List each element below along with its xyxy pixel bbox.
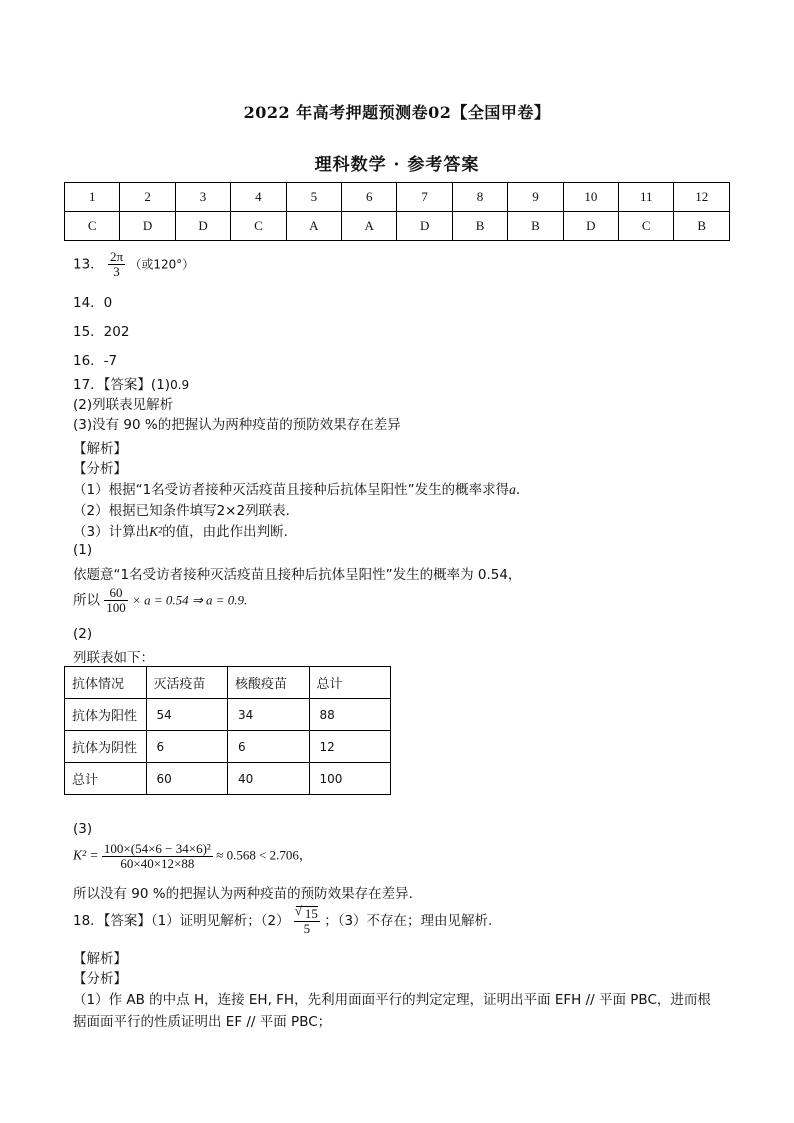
- q13-fraction: [108, 250, 125, 279]
- p1-frac-num: 60: [104, 586, 128, 601]
- table-header-cell: 抗体情况: [65, 667, 147, 699]
- answer-key-table: [64, 182, 730, 241]
- k2-fraction: [102, 842, 213, 871]
- q17-answer-2: (2)列联表见解析: [73, 397, 174, 413]
- q18-fenxi-heading: 【分析】: [73, 971, 127, 987]
- question-number-cell: 6: [342, 183, 397, 212]
- question-number-cell: 2: [120, 183, 175, 212]
- q18-frac-den: 5: [303, 921, 311, 936]
- table-row: [65, 731, 391, 763]
- q13-answer: [73, 250, 194, 279]
- k2-lhs: K² =: [73, 847, 99, 863]
- q17-fenxi-heading: 【分析】: [73, 461, 127, 477]
- question-number-cell: 4: [231, 183, 286, 212]
- answer-cell: B: [674, 212, 730, 241]
- q16-answer: 16．-7: [73, 353, 118, 369]
- q17-part-1-label: (1): [73, 542, 93, 558]
- q17-jiexi-heading: 【解析】: [73, 441, 127, 457]
- sqrt-symbol: √ 15: [296, 906, 318, 921]
- table-cell: 40: [228, 763, 310, 795]
- q18-analysis-1-line2: 据面面平行的性质证明出 EF // 平面 PBC；: [73, 1014, 332, 1030]
- table-cell: 总计: [65, 763, 147, 795]
- answer-cell: C: [231, 212, 286, 241]
- table-cell: 6: [146, 731, 228, 763]
- q18-fraction: [294, 906, 320, 936]
- analysis-text: （1）根据“1名受访者接种灭活疫苗且接种后抗体呈阳性”发生的概率求得: [73, 482, 510, 498]
- answer-cell: A: [286, 212, 341, 241]
- table-header-cell: 核酸疫苗: [228, 667, 310, 699]
- q13-frac-den: 3: [113, 264, 120, 279]
- answer-cell: D: [120, 212, 175, 241]
- analysis-text: （3）计算出: [73, 524, 150, 540]
- table-cell: 抗体为阳性: [65, 699, 147, 731]
- question-number-cell: 8: [452, 183, 507, 212]
- q17-head-prefix: 17．【答案】(1): [73, 377, 171, 393]
- q17-part-3-label: (3): [73, 821, 93, 837]
- answer-cell: D: [563, 212, 618, 241]
- answer-cell: C: [619, 212, 674, 241]
- variable-a: a: [509, 482, 516, 497]
- q17-part-1-calc: [73, 586, 247, 615]
- k2-numerator: 100×(54×6 − 34×6)²: [103, 841, 211, 856]
- question-number-cell: 7: [397, 183, 452, 212]
- q17-answer-3: (3)没有 90 %的把握认为两种疫苗的预防效果存在差异: [73, 417, 401, 433]
- contingency-table: [64, 666, 391, 795]
- q18-analysis-1-line1: （1）作 AB 的中点 H，连接 EH, FH，先利用面面平行的判定定理，证明出平面 EFH // 平面 PBC，进而根: [73, 992, 711, 1008]
- analysis-text: .: [515, 482, 521, 498]
- q17-analysis-2: （2）根据已知条件填写2×2列联表.: [73, 503, 290, 519]
- q13-suffix: （或120°）: [129, 257, 195, 272]
- question-number-cell: 5: [286, 183, 341, 212]
- question-number-cell: 3: [175, 183, 230, 212]
- answer-cell: B: [452, 212, 507, 241]
- p1-frac-den: 100: [106, 600, 126, 615]
- question-number-cell: 1: [65, 183, 120, 212]
- answer-cell: C: [65, 212, 120, 241]
- answer-cell: A: [342, 212, 397, 241]
- table-cell: 抗体为阴性: [65, 731, 147, 763]
- q18-answer-head: [73, 906, 492, 936]
- answer-letter-row: [65, 212, 730, 241]
- table-header-cell: 灭活疫苗: [146, 667, 228, 699]
- q18-head-prefix: 18．【答案】（1）证明见解析；（2）: [73, 913, 290, 929]
- q18-head-suffix: ；（3）不存在；理由见解析.: [324, 913, 493, 929]
- table-cell: 34: [228, 699, 310, 731]
- table-cell: 12: [309, 731, 391, 763]
- question-number-cell: 10: [563, 183, 618, 212]
- answer-number-row: [65, 183, 730, 212]
- q17-answer-head: [73, 373, 189, 393]
- q17-part-2-text: 列联表如下：: [73, 650, 154, 666]
- q15-answer: 15．202: [73, 324, 130, 340]
- question-number-cell: 12: [674, 183, 730, 212]
- q18-frac-num: [294, 906, 320, 922]
- q17-part-1-text: 依题意“1名受访者接种灭活疫苗且接种后抗体呈阳性”发生的概率为 0.54，: [73, 567, 522, 583]
- table-header-cell: 总计: [309, 667, 391, 699]
- table-row: [65, 699, 391, 731]
- q17-analysis-1: [73, 478, 520, 498]
- table-header-row: [65, 667, 391, 699]
- page-title: 2022 年高考押题预测卷02【全国甲卷】: [243, 103, 551, 122]
- table-cell: 88: [309, 699, 391, 731]
- q14-answer: 14．0: [73, 295, 113, 311]
- calc-prefix: 所以: [73, 592, 100, 609]
- analysis-text: 的值，由此作出判断.: [162, 524, 288, 540]
- q13-frac-num: 2π: [109, 249, 124, 264]
- table-cell: 100: [309, 763, 391, 795]
- q17-part-2-label: (2): [73, 626, 93, 642]
- k2-formula: [73, 842, 312, 871]
- q17-analysis-3: [73, 520, 288, 540]
- question-number-cell: 9: [508, 183, 563, 212]
- table-cell: 6: [228, 731, 310, 763]
- q18-jiexi-heading: 【解析】: [73, 951, 127, 967]
- table-cell: 54: [146, 699, 228, 731]
- table-cell: 60: [146, 763, 228, 795]
- q17-part-3-conclusion: 所以没有 90 %的把握认为两种疫苗的预防效果存在差异.: [73, 886, 413, 902]
- table-row: [65, 763, 391, 795]
- k2-denominator: 60×40×12×88: [120, 856, 195, 871]
- variable-k2: K²: [149, 524, 163, 539]
- q13-prefix: 13．: [73, 256, 104, 273]
- answer-cell: D: [175, 212, 230, 241]
- k2-rhs: ≈ 0.568 < 2.706，: [216, 847, 312, 863]
- question-number-cell: 11: [619, 183, 674, 212]
- calc-result: × a = 0.54 ⇒ a = 0.9.: [132, 592, 248, 608]
- answer-cell: B: [508, 212, 563, 241]
- p1-fraction: [104, 586, 128, 615]
- q17-head-value: 0.9: [170, 378, 190, 392]
- page-subtitle: 理科数学 · 参考答案: [314, 155, 480, 175]
- answer-cell: D: [397, 212, 452, 241]
